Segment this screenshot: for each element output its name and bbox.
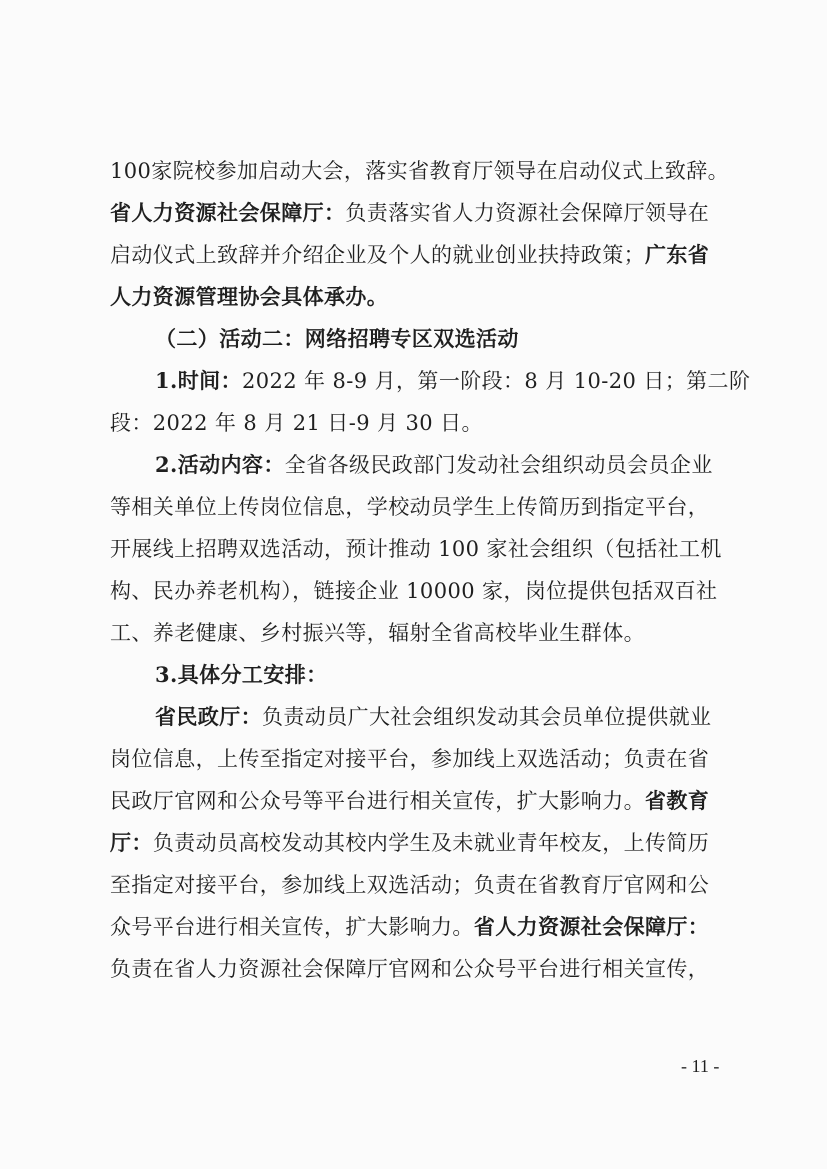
text-line xyxy=(110,864,722,906)
text-line xyxy=(110,528,722,570)
text-line xyxy=(110,486,722,528)
item-label: 1.时间： xyxy=(155,368,242,393)
text-span: 启动仪式上致辞并介绍企业及个人的就业创业扶持政策； xyxy=(110,243,645,267)
text-span: 岗位信息，上传至指定对接平台，参加线上双选活动；负责在省 xyxy=(110,747,710,771)
text-span: 负责在省人力资源社会保障厅官网和公众号平台进行相关宣传， xyxy=(110,957,710,981)
bold-org-label: 省人力资源社会保障厅： xyxy=(473,914,710,939)
text-line xyxy=(110,192,722,234)
page-number: - 11 - xyxy=(681,1056,720,1076)
text-span: 至指定对接平台，参加线上双选活动；负责在省教育厅官网和公 xyxy=(110,873,710,897)
text-span: 负责动员广大社会组织发动其会员单位提供就业 xyxy=(262,705,712,729)
text-line xyxy=(110,696,722,738)
text-span: 负责落实省人力资源社会保障厅领导在 xyxy=(345,201,710,225)
bold-org-label: 省人力资源社会保障厅： xyxy=(110,200,346,225)
text-span: 民政厅官网和公众号等平台进行相关宣传，扩大影响力。 xyxy=(110,789,645,813)
text-span: 等相关单位上传岗位信息，学校动员学生上传简历到指定平台， xyxy=(110,495,710,519)
text-line xyxy=(110,780,722,822)
bold-org-label: 人力资源管理协会具体承办。 xyxy=(110,284,389,309)
text-line xyxy=(110,948,722,990)
text-line xyxy=(110,150,730,192)
text-line xyxy=(110,234,722,276)
text-span: 100家院校参加启动大会，落实省教育厅领导在启动仪式上致辞。 xyxy=(110,159,730,183)
bold-org-label: 省教育 xyxy=(645,788,710,813)
text-span: 众号平台进行相关宣传，扩大影响力。 xyxy=(110,915,474,939)
text-span: 全省各级民政部门发动社会组织动员会员企业 xyxy=(284,453,713,477)
text-line xyxy=(110,402,722,444)
bold-org-label: 厅： xyxy=(110,830,153,855)
heading-text: （二）活动二：网络招聘专区双选活动 xyxy=(155,326,519,351)
text-line xyxy=(110,444,722,486)
bold-org-label: 广东省 xyxy=(645,242,710,267)
document-body xyxy=(110,150,751,990)
text-line xyxy=(110,612,722,654)
text-span: 2022 年 8-9 月，第一阶段：8 月 10-20 日；第二阶 xyxy=(241,369,751,393)
text-span: 负责动员高校发动其校内学生及未就业青年校友，上传简历 xyxy=(152,831,710,855)
bold-org-label: 省民政厅： xyxy=(155,704,262,729)
text-span: 工、养老健康、乡村振兴等，辐射全省高校毕业生群体。 xyxy=(110,621,645,645)
text-line xyxy=(110,654,722,696)
text-line xyxy=(110,360,751,402)
item-label: 2.活动内容： xyxy=(155,452,285,477)
text-line xyxy=(110,906,722,948)
text-line xyxy=(110,570,722,612)
section-heading xyxy=(110,318,722,360)
text-line xyxy=(110,738,722,780)
text-span: 构、民办养老机构），链接企业 10000 家，岗位提供包括双百社 xyxy=(110,579,718,603)
text-span: 开展线上招聘双选活动，预计推动 100 家社会组织（包括社工机 xyxy=(110,537,722,561)
text-line xyxy=(110,822,722,864)
item-label: 3.具体分工安排： xyxy=(155,662,328,687)
text-span: 段：2022 年 8 月 21 日-9 月 30 日。 xyxy=(110,411,483,435)
text-line xyxy=(110,276,722,318)
